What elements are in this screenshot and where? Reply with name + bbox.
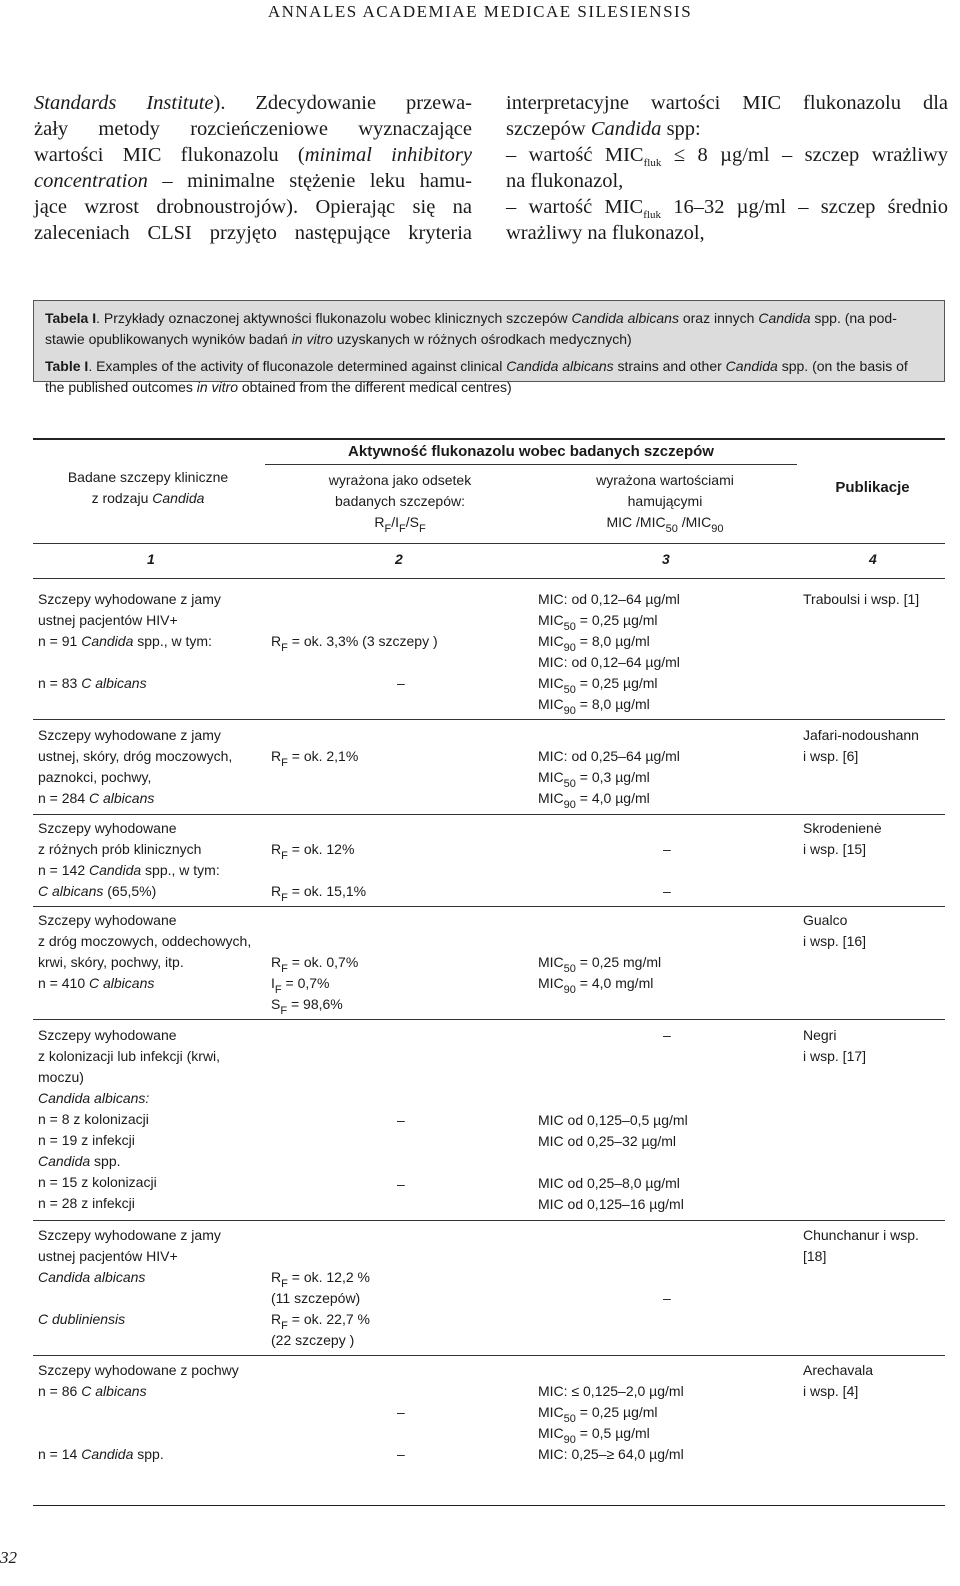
header-col3: wyrażona wartościami hamującymi MIC $/MIC_{50}$ $/MIC_{90}$ [596,472,734,535]
table-top-rule [33,438,945,440]
column-number-2: 2 [395,551,403,567]
table-row-1-percent-dash: – [397,675,405,691]
page-number: 32 [0,1548,17,1567]
table-bottom-rule [33,1505,945,1506]
table-row-5-percent-dash-1: – [397,1112,405,1128]
table-row-6-percent: $R_F$ = ok. 12,2 % (11 szczepów) $R_F$ = ok. 22,7 % (22 szczepy ) [271,1269,370,1348]
table-row-6-publication: Chunchanur i wsp. [18] [803,1227,919,1264]
table-row-1-mic: MIC: od 0,12–64 µg/ml $MIC_{50} = 0,25$ µg/ml $MIC_{90} = 8,0$ µg/ml MIC: od 0,12–64 µg/ml $MIC_{50} = 0,25$ µg/ml $MIC_{90} = 8,0$ µg/ml [538,591,680,717]
table-row-2-percent: $R_F$ = ok. 2,1% [271,748,359,769]
row-divider [33,906,945,907]
table-row-7-strains: Szczepy wyhodowane z pochwy n = 86 C albicans n = 14 Candida spp. [38,1362,239,1462]
header-col1: Badane szczepy kliniczne z rodzaju Candida [67,469,229,506]
body-text-right: interpretacyjne wartości MIC flukonazolu dla szczepów Candida spp: – wartość $MIC_{fluk} \le 8$ µg/ml – szczep wrażliwy na flukonazol, – wartość $MIC_{fluk}$ 16–32 µg/ml – szczep średnio wrażliwy na flukonazol, [506,92,949,244]
table-row-1-strains: Szczepy wyhodowane z jamy ustnej pacjentów HIV+ n = 91 Candida spp., w tym: n = 83 C albicans [38,591,221,691]
table-row-7-percent-dash-2: – [397,1446,405,1462]
table-row-3-publication: Skrodenienė i wsp. [15] [803,820,882,857]
row-divider [33,1019,945,1020]
row-divider [33,719,945,720]
table-row-6-mic-dash: – [663,1290,671,1306]
table-row-1-publication: Traboulsi i wsp. [1] [803,591,920,607]
table-row-5-strains: Szczepy wyhodowane z kolonizacji lub infekcji (krwi, moczu) Candida albicans: n = 8 z kolonizacji n = 19 z infekcji Candida spp. n = 15 z kolonizacji n = 28 z infekcji [38,1027,221,1211]
column-number-4: 4 [869,551,877,567]
table-row-2-publication: Jafari-nodoushann i wsp. [6] [803,727,919,764]
table-caption [33,300,945,395]
journal-title: ANNALES ACADEMIAE MEDICAE SILESIENSIS [267,2,693,21]
table-row-4-strains: Szczepy wyhodowane z dróg moczowych, oddechowych, krwi, skóry, pochwy, itp. n = 410 C albicans [38,912,252,991]
column-number-3: 3 [662,551,670,567]
column-number-1: 1 [147,551,155,567]
table-row-3-percent: $R_F$ = ok. 12% $R_F$ = ok. 15,1% [271,841,367,904]
table-row-5-mic: MIC od 0,125–0,5 µg/ml MIC od 0,25–32 µg/ml MIC od 0,25–8,0 µg/ml MIC od 0,125–16 µg/ml [538,1112,688,1212]
table-row-7-publication: Arechavala i wsp. [4] [803,1362,874,1399]
table-row-5-mic-dash: – [663,1027,671,1043]
table-row-4-mic: $MIC_{50} = 0,25$ mg/ml $MIC_{90} = 4,0$ mg/ml [538,954,662,996]
table-row-7-percent-dash-1: – [397,1404,405,1420]
table-row-3-mic: – – [663,841,671,899]
body-text-left: Standards Institute). Zdecydowanie przewa- żały metody rozcieńczeniowe wyznaczające wartości MIC flukonazolu (minimal inhibitory concentration – minimalne stężenie leku hamu- jące wzrost drobnoustrojów). Opierając się na zaleceniach CLSI przyjęto następujące kryteria [34,92,473,244]
table-row-5-percent-dash-2: – [397,1176,405,1192]
table-row-1-percent: $R_F$ = ok. 3,3% (3 szczepy ) [271,633,438,654]
caption-english: Table I. Examples of the activity of fluconazole determined against clinical Candida albicans strains and other Candida spp. (on the basis of the published outcomes in vitro obtained from the different medical centres) [45,358,908,395]
group-header-rule [265,464,797,465]
table-row-5-publication: Negri i wsp. [17] [803,1027,867,1064]
table-row-2-strains: Szczepy wyhodowane z jamy ustnej, skóry, dróg moczowych, paznokci, pochwy, n = 284 C albicans [38,727,233,806]
row-divider [33,1355,945,1356]
table-row-4-publication: Gualco i wsp. [16] [803,912,867,949]
table-row-3-strains: Szczepy wyhodowane z różnych prób klinicznych n = 142 Candida spp., w tym: C albicans (65,5%) [38,820,220,899]
table-row-4-percent: $R_F$ = ok. 0,7% $I_F = 0,7\%$ $S_F = 98,6\%$ [271,954,359,1017]
table-row-7-mic: MIC: ≤ 0,125–2,0 µg/ml $MIC_{50} = 0,25$ µg/ml $MIC_{90} = 0,5$ µg/ml MIC: 0,25–≥ 64,0 µg/ml [538,1383,684,1462]
header-col2: wyrażona jako odsetek badanych szczepów: $R_F/I_F/S_F$ [328,472,472,535]
header-bottom-rule [33,543,945,544]
row-divider [33,814,945,815]
header-col4: Publikacje [835,479,910,496]
table-row-2-mic: MIC: od 0,25–64 µg/ml $MIC_{50} = 0,3$ µg/ml $MIC_{90} = 4,0$ µg/ml [538,748,680,811]
caption-polish: Tabela I. Przykłady oznaczonej aktywności flukonazolu wobec klinicznych szczepów Candida albicans oraz innych Candida spp. (na pod- stawie opublikowanych wyników badań in vitro uzyskanych w różnych ośrodkach medycznych) [45,310,897,347]
header-group: Aktywność flukonazolu wobec badanych szczepów [348,443,714,460]
table-row-6-strains: Szczepy wyhodowane z jamy ustnej pacjentów HIV+ Candida albicans C dubliniensis [38,1227,221,1327]
row-divider [33,1220,945,1221]
colnum-rule [33,578,945,579]
